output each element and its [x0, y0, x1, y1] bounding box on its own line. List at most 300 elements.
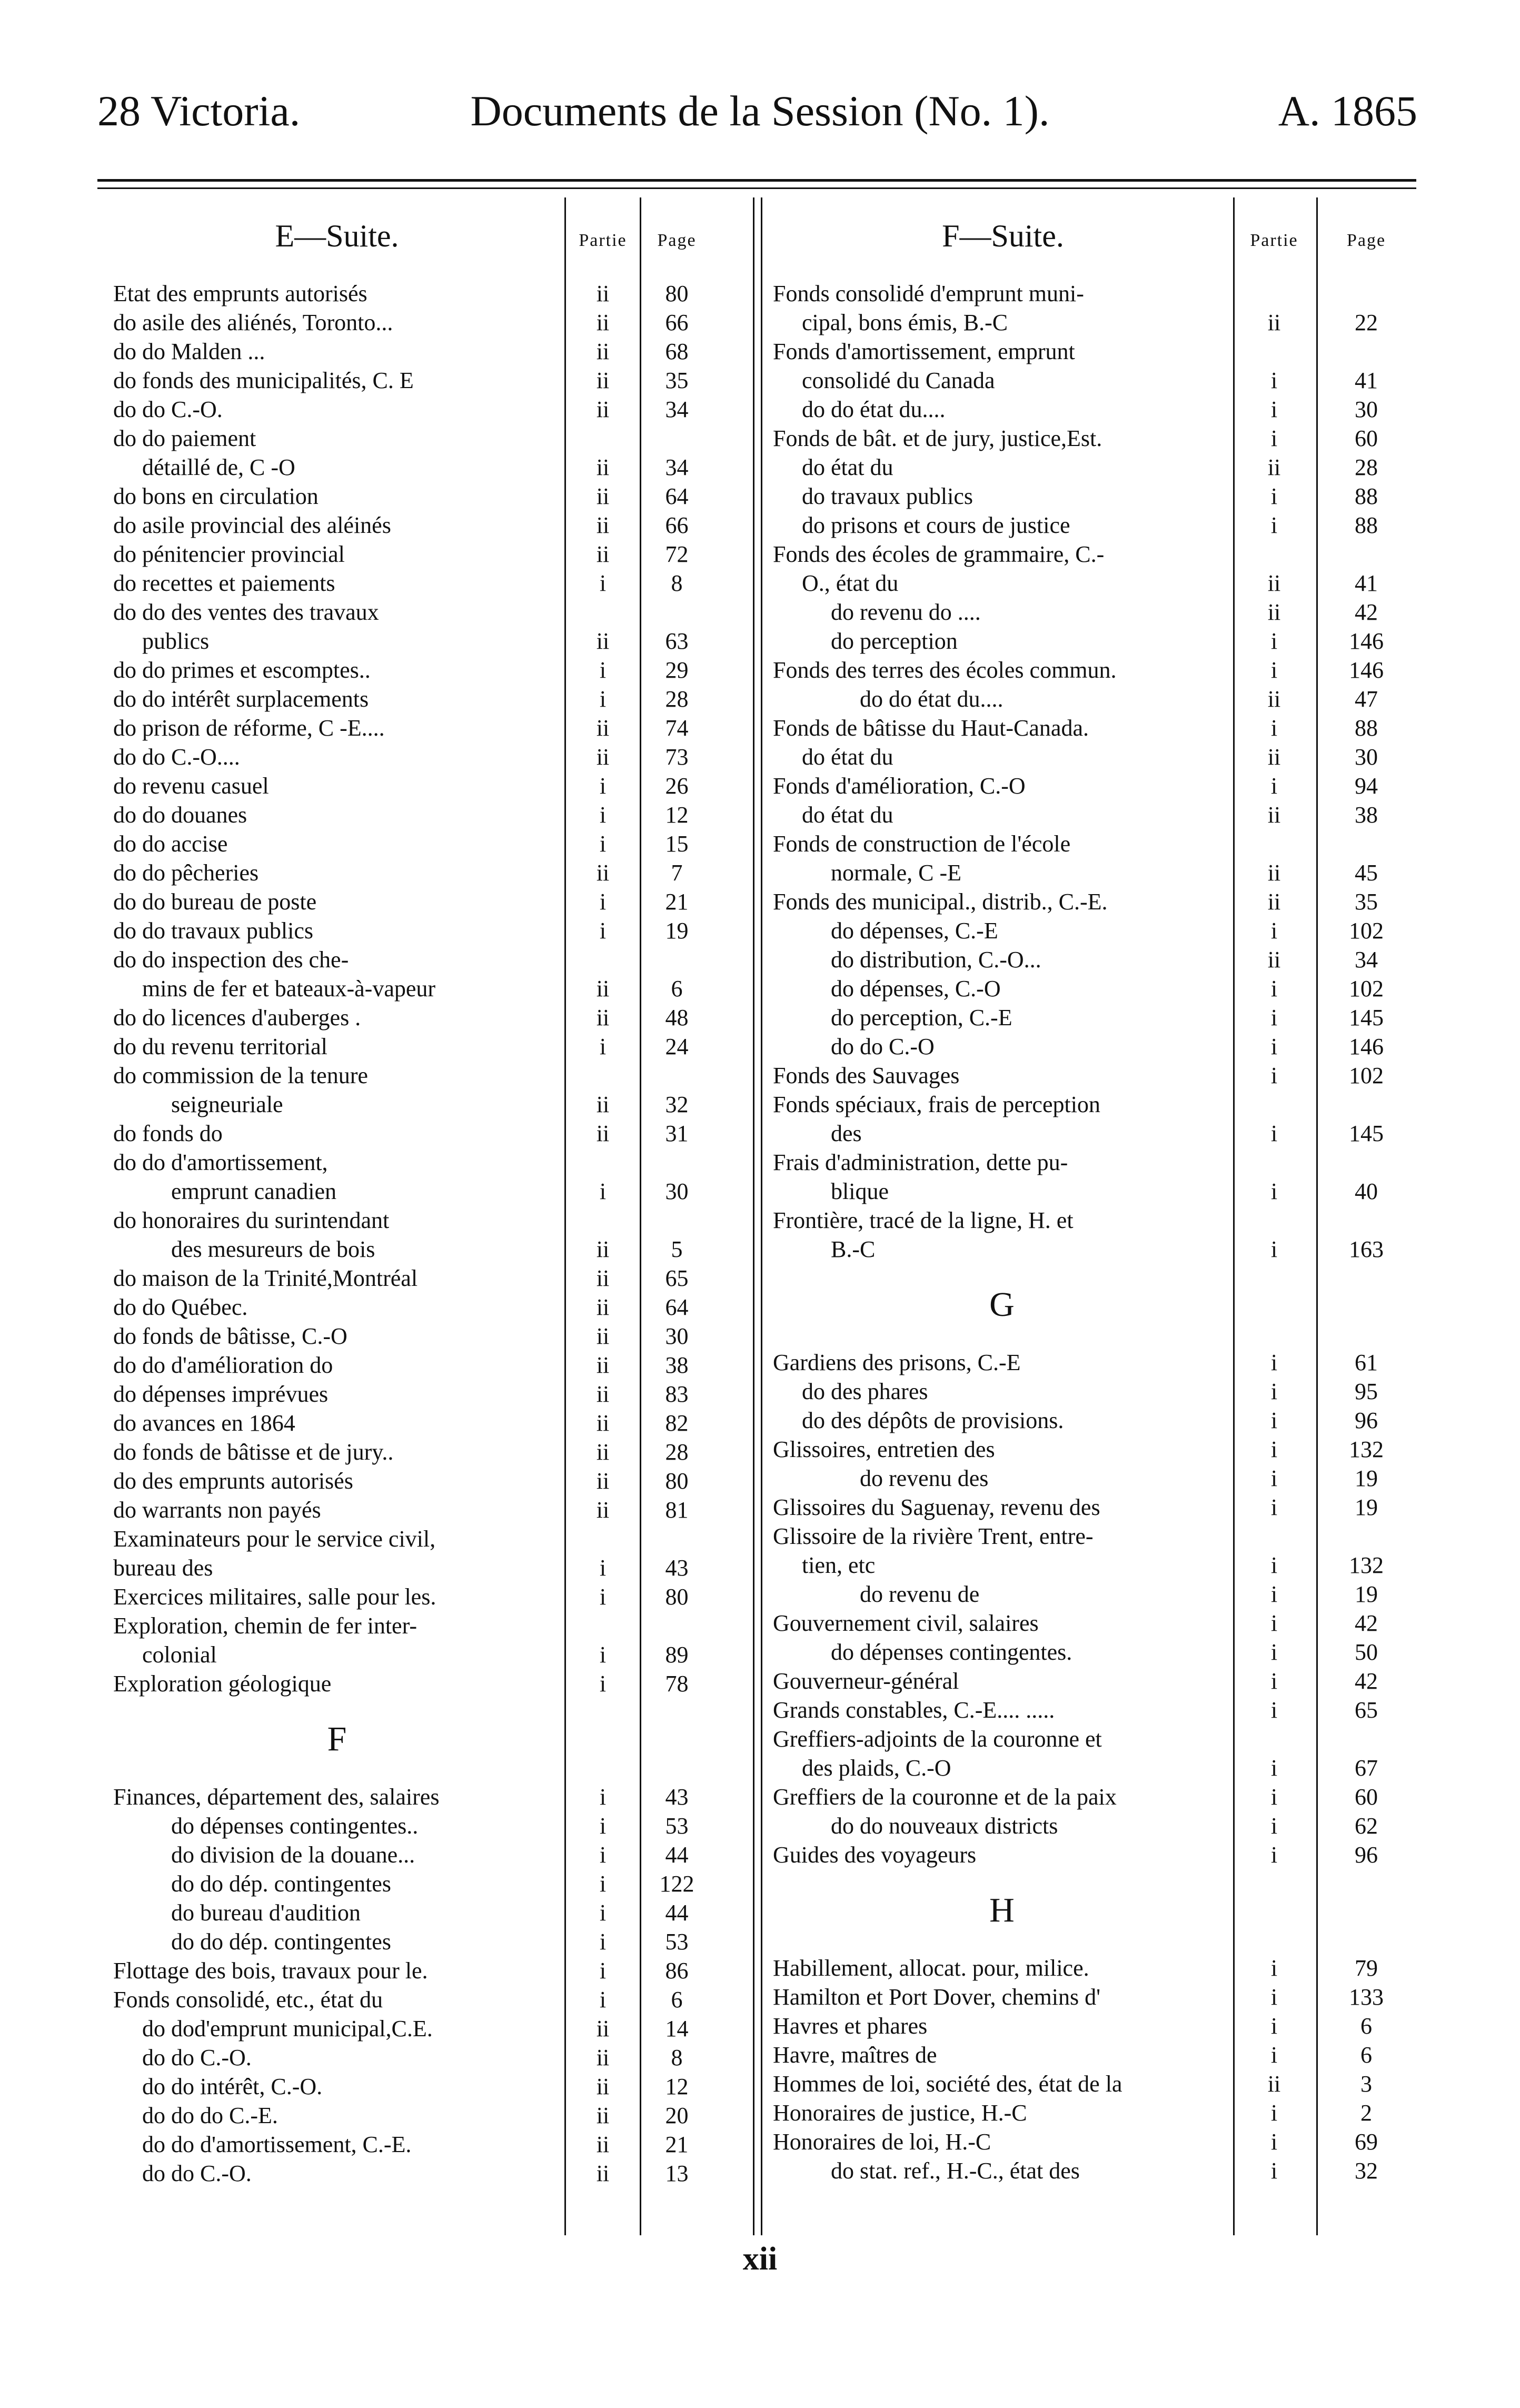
entry-page: 88 [1355, 715, 1378, 741]
entry-text: Grands constables, C.-E.... ..... [773, 1697, 1055, 1723]
entry-text: do fonds des municipalités, C. E [113, 368, 414, 393]
entry-part: ii [596, 2132, 610, 2157]
entry-text: Gouverneur-général [773, 1668, 959, 1694]
entry-page: 8 [671, 570, 683, 596]
index-entry [113, 1669, 713, 1698]
entry-text: Fonds de bâtisse du Haut-Canada. [773, 715, 1089, 741]
entry-page: 26 [665, 773, 689, 799]
index-entry [773, 1406, 1415, 1435]
entry-page: 6 [671, 1987, 683, 2013]
entry-page: 60 [1355, 1784, 1378, 1810]
index-entry [113, 511, 713, 540]
entry-text: Glissoire de la rivière Trent, entre- [773, 1523, 1094, 1549]
section-letter: F [327, 1720, 347, 1758]
index-entry [113, 800, 713, 829]
entry-part: i [1270, 1005, 1278, 1030]
entry-page: 21 [665, 889, 689, 915]
entry-page: 43 [665, 1784, 689, 1810]
index-entry [113, 1640, 713, 1669]
index-entry [773, 2127, 1415, 2156]
entry-page: 50 [1355, 1639, 1378, 1665]
entry-part: ii [1267, 570, 1281, 596]
index-entry [773, 945, 1415, 974]
entry-page: 41 [1355, 368, 1378, 393]
index-entry [113, 1351, 713, 1380]
index-entry [773, 1811, 1415, 1840]
entry-text: Fonds de bât. et de jury, justice,Est. [773, 425, 1102, 451]
entry-page: 40 [1355, 1178, 1378, 1204]
entry-page: 8 [671, 2045, 683, 2070]
entry-text: do do C.-O. [113, 397, 223, 422]
index-entry [113, 453, 713, 482]
index-entry [773, 916, 1415, 945]
entry-text: B.-C [831, 1236, 876, 1262]
section-letter: H [989, 1891, 1015, 1929]
index-entry [773, 1032, 1415, 1061]
entry-text: do do intérêt surplacements [113, 686, 369, 712]
entry-page: 80 [665, 1584, 689, 1610]
entry-part: ii [1267, 2071, 1281, 2097]
entry-text: do dépenses, C.-O [831, 976, 1001, 1002]
entry-part: ii [1267, 599, 1281, 625]
entry-part: i [1270, 1984, 1278, 2010]
index-entry [773, 829, 1415, 858]
entry-part: ii [596, 1410, 610, 1436]
entry-text: publics [142, 628, 210, 654]
index-entry [773, 2156, 1415, 2185]
left-part-header: Partie [579, 231, 627, 250]
entry-part: ii [596, 1265, 610, 1291]
entry-part: i [1270, 1697, 1278, 1723]
entry-page: 94 [1355, 773, 1378, 799]
entry-text: do pénitencier provincial [113, 541, 345, 567]
entry-page: 34 [665, 397, 689, 422]
entry-text: do revenu des [860, 1465, 989, 1491]
entry-page: 38 [1355, 802, 1378, 828]
entry-part: i [1270, 773, 1278, 799]
entry-part: i [1270, 1581, 1278, 1607]
index-entry [113, 1264, 713, 1293]
entry-page: 29 [665, 657, 689, 683]
index-entry [773, 1377, 1415, 1406]
entry-part: i [599, 1671, 607, 1697]
header-rule-thin [97, 187, 1416, 189]
entry-text: do do nouveaux districts [831, 1813, 1058, 1839]
entry-part: i [1270, 1784, 1278, 1810]
entry-text: do perception [831, 628, 958, 654]
entry-page: 38 [665, 1352, 689, 1378]
index-entry [773, 685, 1415, 714]
entry-part: i [1270, 397, 1278, 422]
right-column-title: F—Suite. [942, 219, 1064, 253]
entry-page: 82 [665, 1410, 689, 1436]
index-entry [113, 1611, 713, 1640]
entry-part: i [1270, 1639, 1278, 1665]
entry-text: do do C.-O [831, 1034, 935, 1059]
index-entry [113, 656, 713, 685]
entry-page: 96 [1355, 1408, 1378, 1433]
index-entry [773, 511, 1415, 540]
index-entry [773, 1954, 1415, 1983]
entry-part: ii [596, 512, 610, 538]
entry-text: cipal, bons émis, B.-C [802, 310, 1008, 335]
entry-text: do do licences d'auberges . [113, 1005, 361, 1030]
entry-text: do maison de la Trinité,Montréal [113, 1265, 418, 1291]
entry-text: seigneuriale [171, 1092, 283, 1117]
index-entry [773, 1667, 1415, 1696]
index-entry [773, 424, 1415, 453]
entry-text: do revenu de [860, 1581, 980, 1607]
entry-page: 5 [671, 1236, 683, 1262]
entry-page: 163 [1349, 1236, 1384, 1262]
index-entry [113, 1553, 713, 1582]
entry-text: do do état du.... [860, 686, 1004, 712]
entry-text: do dépenses contingentes. [831, 1639, 1072, 1665]
entry-page: 35 [665, 368, 689, 393]
entry-part: i [1270, 2013, 1278, 2039]
entry-part: i [599, 1871, 607, 1897]
entry-page: 146 [1349, 657, 1384, 683]
right-page-header: Page [1346, 231, 1386, 250]
index-entry [773, 1638, 1415, 1667]
entry-page: 64 [665, 1294, 689, 1320]
entry-part: i [599, 1178, 607, 1204]
entry-text: Exploration géologique [113, 1671, 332, 1697]
entry-part: ii [596, 281, 610, 306]
entry-page: 145 [1349, 1005, 1384, 1030]
entry-text: do do dép. contingentes [171, 1929, 391, 1955]
entry-page: 19 [1355, 1581, 1378, 1607]
entry-page: 48 [665, 1005, 689, 1030]
section-spacer [113, 1698, 713, 1719]
entry-text: Fonds des Sauvages [773, 1063, 960, 1088]
entry-text: Frais d'administration, dette pu- [773, 1150, 1068, 1175]
entry-page: 146 [1349, 628, 1384, 654]
index-entry [773, 1003, 1415, 1032]
entry-text: do do douanes [113, 802, 247, 828]
entry-page: 19 [1355, 1494, 1378, 1520]
entry-part: i [1270, 1668, 1278, 1694]
entry-page: 67 [1355, 1755, 1378, 1781]
entry-text: O., état du [802, 570, 899, 596]
entry-part: ii [1267, 802, 1281, 828]
index-entry [773, 974, 1415, 1003]
entry-page: 12 [665, 2074, 689, 2099]
entry-part: i [599, 1642, 607, 1668]
entry-text: normale, C -E [831, 860, 962, 886]
entry-page: 42 [1355, 599, 1378, 625]
index-entry [113, 1840, 713, 1869]
entry-part: i [599, 1958, 607, 1984]
entry-text: do do état du.... [802, 397, 946, 422]
entry-part: i [1270, 1236, 1278, 1262]
entry-text: colonial [142, 1642, 217, 1668]
entry-text: Fonds des terres des écoles commun. [773, 657, 1117, 683]
index-entry [113, 1380, 713, 1409]
entry-text: do do primes et escomptes.. [113, 657, 371, 683]
entry-page: 79 [1355, 1955, 1378, 1981]
entry-text: do état du [802, 744, 893, 770]
entry-text: Greffiers de la couronne et de la paix [773, 1784, 1117, 1810]
index-entry [113, 1322, 713, 1351]
index-entry [773, 1782, 1415, 1811]
entry-page: 69 [1355, 2129, 1378, 2155]
entry-page: 44 [665, 1842, 689, 1868]
section-spacer [773, 1264, 1415, 1285]
index-entry [773, 598, 1415, 627]
index-entry [113, 945, 713, 974]
entry-part: i [1270, 1379, 1278, 1404]
index-entry [773, 858, 1415, 887]
entry-page: 12 [665, 802, 689, 828]
entry-text: do honoraires du surintendant [113, 1207, 390, 1233]
entry-text: do do C.-O. [142, 2045, 252, 2070]
index-entry [113, 598, 713, 627]
entry-text: Honoraires de loi, H.-C [773, 2129, 991, 2155]
index-entry [113, 2130, 713, 2159]
entry-text: do distribution, C.-O... [831, 947, 1041, 973]
index-entry [773, 1753, 1415, 1782]
entry-text: do prison de réforme, C -E.... [113, 715, 385, 741]
entry-page: 72 [665, 541, 689, 567]
entry-page: 42 [1355, 1610, 1378, 1636]
index-entry [773, 1061, 1415, 1090]
entry-page: 6 [671, 976, 683, 1002]
entry-page: 20 [665, 2103, 689, 2128]
entry-part: ii [1267, 454, 1281, 480]
index-entry [113, 974, 713, 1003]
entry-text: do do d'amortissement, [113, 1150, 328, 1175]
entry-page: 30 [1355, 744, 1378, 770]
entry-page: 60 [1355, 425, 1378, 451]
entry-page: 6 [1360, 2013, 1372, 2039]
index-entry [113, 1293, 713, 1322]
entry-part: ii [596, 1294, 610, 1320]
index-entry [113, 1003, 713, 1032]
entry-page: 2 [1360, 2100, 1372, 2126]
entry-part: i [599, 1813, 607, 1839]
entry-text: do avances en 1864 [113, 1410, 295, 1436]
entry-part: i [1270, 976, 1278, 1002]
index-entry [113, 627, 713, 656]
entry-text: do bons en circulation [113, 483, 319, 509]
index-entry [113, 1177, 713, 1206]
entry-page: 30 [665, 1178, 689, 1204]
entry-page: 96 [1355, 1842, 1378, 1868]
entry-text: do dod'emprunt municipal,C.E. [142, 2016, 433, 2042]
entry-part: ii [596, 541, 610, 567]
entry-part: i [1270, 1552, 1278, 1578]
index-entry [773, 1725, 1415, 1753]
entry-part: i [1270, 512, 1278, 538]
entry-part: ii [596, 1468, 610, 1494]
entry-part: ii [1267, 947, 1281, 973]
entry-text: do fonds do [113, 1121, 223, 1146]
entry-part: ii [596, 2074, 610, 2099]
entry-part: i [599, 1842, 607, 1868]
entry-part: i [1270, 2129, 1278, 2155]
entry-part: ii [596, 310, 610, 335]
index-entry [773, 742, 1415, 771]
index-entry [113, 1119, 713, 1148]
index-entry [773, 395, 1415, 424]
entry-text: des plaids, C.-O [802, 1755, 951, 1781]
entry-text: do revenu casuel [113, 773, 269, 799]
entry-part: ii [596, 860, 610, 886]
entry-text: blique [831, 1178, 889, 1204]
entry-part: i [1270, 2158, 1278, 2184]
entry-text: Fonds consolidé d'emprunt muni- [773, 281, 1084, 306]
index-entry [113, 1148, 713, 1177]
entry-page: 68 [665, 339, 689, 364]
index-entry [113, 1782, 713, 1811]
entry-page: 15 [665, 831, 689, 857]
index-entry [773, 482, 1415, 511]
index-entry [773, 1983, 1415, 2011]
entry-page: 80 [665, 281, 689, 306]
entry-text: do warrants non payés [113, 1497, 321, 1523]
entry-part: i [1270, 1842, 1278, 1868]
index-entry [113, 366, 713, 395]
index-entry [773, 1090, 1415, 1119]
entry-text: do des emprunts autorisés [113, 1468, 353, 1494]
index-entry [773, 1551, 1415, 1580]
entry-part: i [1270, 368, 1278, 393]
entry-text: do do do C.-E. [142, 2103, 278, 2128]
header-session: 28 Victoria. [97, 87, 301, 135]
index-entry [113, 1811, 713, 1840]
index-entry [113, 2072, 713, 2101]
entry-page: 65 [665, 1265, 689, 1291]
entry-text: consolidé du Canada [802, 368, 995, 393]
entry-page: 146 [1349, 1034, 1384, 1059]
entry-text: Guides des voyageurs [773, 1842, 977, 1868]
entry-page: 102 [1349, 1063, 1384, 1088]
index-entry [113, 1985, 713, 2014]
index-entry [113, 858, 713, 887]
entry-page: 88 [1355, 483, 1378, 509]
entry-page: 24 [665, 1034, 689, 1059]
index-entry [113, 1582, 713, 1611]
entry-page: 132 [1349, 1436, 1384, 1462]
entry-part: i [1270, 1610, 1278, 1636]
entry-page: 31 [665, 1121, 689, 1146]
entry-page: 6 [1360, 2042, 1372, 2068]
entry-part: ii [596, 483, 610, 509]
index-entry [773, 1493, 1415, 1522]
entry-part: ii [1267, 310, 1281, 335]
index-entry [113, 337, 713, 366]
section-spacer [773, 1869, 1415, 1890]
index-entry [773, 800, 1415, 829]
entry-text: do do d'amélioration do [113, 1352, 333, 1378]
entry-part: ii [596, 339, 610, 364]
entry-part: ii [596, 2161, 610, 2186]
entry-part: i [1270, 1436, 1278, 1462]
index-entry [773, 1119, 1415, 1148]
entry-page: 89 [665, 1642, 689, 1668]
entry-text: do do Malden ... [113, 339, 265, 364]
entry-text: do commission de la tenure [113, 1063, 368, 1088]
entry-part: ii [596, 715, 610, 741]
entry-page: 102 [1349, 918, 1384, 944]
entry-part: i [1270, 1350, 1278, 1375]
entry-text: Habillement, allocat. pour, milice. [773, 1955, 1089, 1981]
entry-text: Greffiers-adjoints de la couronne et [773, 1726, 1102, 1752]
index-entry [113, 1438, 713, 1466]
entry-part: i [599, 802, 607, 828]
entry-page: 102 [1349, 976, 1384, 1002]
entry-text: do perception, C.-E [831, 1005, 1012, 1030]
entry-text: Gouvernement civil, salaires [773, 1610, 1039, 1636]
entry-page: 78 [665, 1671, 689, 1697]
entry-text: Havre, maîtres de [773, 2042, 937, 2068]
entry-text: do dépenses, C.-E [831, 918, 998, 944]
entry-part: i [599, 773, 607, 799]
index-entry [773, 569, 1415, 598]
index-entry [773, 627, 1415, 656]
index-entry [773, 1348, 1415, 1377]
section-spacer [773, 1324, 1415, 1348]
header-rule-thick [97, 179, 1416, 182]
entry-part: i [599, 1900, 607, 1926]
index-entry [773, 1177, 1415, 1206]
entry-page: 43 [665, 1555, 689, 1581]
entry-part: i [1270, 657, 1278, 683]
index-entry [773, 1580, 1415, 1609]
index-entry [113, 1206, 713, 1235]
entry-text: Fonds des municipal., distrib., C.-E. [773, 889, 1108, 915]
index-entry [773, 1148, 1415, 1177]
index-entry [773, 887, 1415, 916]
index-entry [113, 1032, 713, 1061]
index-entry [113, 1524, 713, 1553]
index-entry [113, 569, 713, 598]
entry-text: des [831, 1121, 862, 1146]
entry-text: Fonds consolidé, etc., état du [113, 1987, 383, 2013]
entry-part: ii [1267, 860, 1281, 886]
entry-part: i [1270, 483, 1278, 509]
entry-text: do do Québec. [113, 1294, 248, 1320]
entry-part: ii [596, 368, 610, 393]
entry-part: i [1270, 1494, 1278, 1520]
entry-part: i [1270, 1408, 1278, 1433]
index-entry [113, 1495, 713, 1524]
entry-part: ii [596, 2016, 610, 2042]
entry-text: des mesureurs de bois [171, 1236, 375, 1262]
entry-page: 74 [665, 715, 689, 741]
entry-page: 63 [665, 628, 689, 654]
entry-part: i [1270, 2042, 1278, 2068]
entry-part: i [1270, 628, 1278, 654]
entry-page: 133 [1349, 1984, 1384, 2010]
entry-text: Fonds d'amortissement, emprunt [773, 339, 1075, 364]
entry-page: 44 [665, 1900, 689, 1926]
entry-text: do fonds de bâtisse et de jury.. [113, 1439, 394, 1465]
entry-text: do des phares [802, 1379, 928, 1404]
entry-text: tien, etc [802, 1552, 876, 1578]
entry-text: Flottage des bois, travaux pour le. [113, 1958, 428, 1984]
index-entry [773, 1609, 1415, 1638]
entry-text: do do C.-O.... [113, 744, 240, 770]
index-entry [113, 1466, 713, 1495]
entry-text: do do d'amortissement, C.-E. [142, 2132, 412, 2157]
entry-page: 122 [659, 1871, 694, 1897]
entry-page: 64 [665, 483, 689, 509]
entry-part: ii [596, 2103, 610, 2128]
entry-page: 132 [1349, 1552, 1384, 1578]
entry-part: i [599, 831, 607, 857]
